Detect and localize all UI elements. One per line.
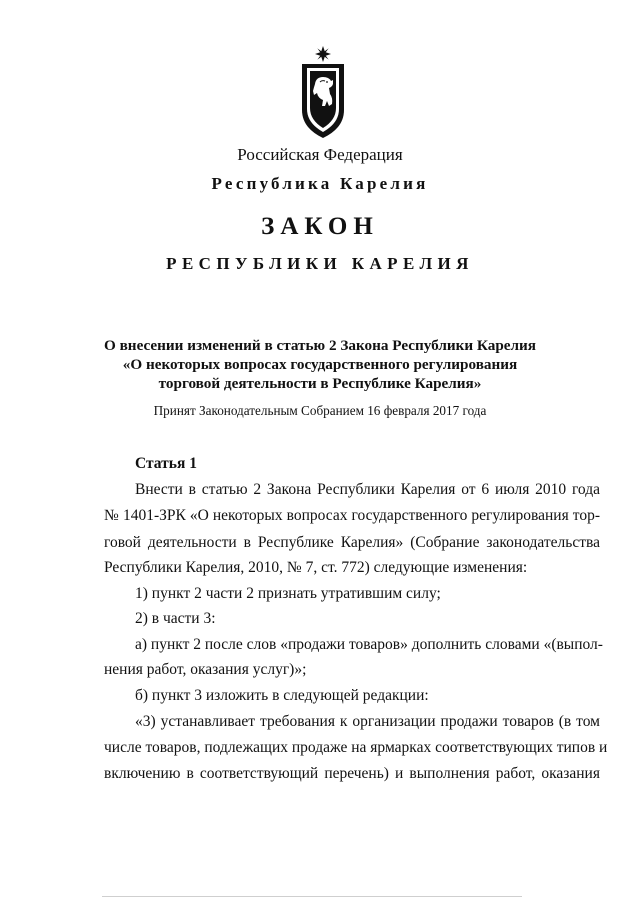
country-name: Российская Федерация	[237, 145, 403, 164]
law-title-line: торговой деятельности в Республике Карелия»	[158, 375, 482, 392]
article-text-line: говой деятельности в Республике Карелия» (Собрание законодательства	[104, 534, 600, 551]
article-heading: Статья 1	[135, 455, 197, 472]
article-text-line: включению в соответствующий перечень) и выполнения работ, оказания	[104, 765, 600, 782]
coat-of-arms-icon	[296, 46, 350, 142]
scan-edge-line	[102, 896, 522, 897]
law-title-line: О внесении изменений в статью 2 Закона Республики Карелия	[104, 337, 536, 354]
article-text-line: 2) в части 3:	[135, 610, 216, 627]
republic-name: Республика Карелия	[211, 174, 429, 193]
law-title	[0, 336, 640, 393]
law-title-line: «О некоторых вопросах государственного регулирования	[122, 356, 518, 373]
article-text-line: б) пункт 3 изложить в следующей редакции:	[135, 687, 429, 704]
article-text-line: 1) пункт 2 части 2 признать утратившим силу;	[135, 585, 441, 602]
adoption-note: Принят Законодательным Собранием 16 февраля 2017 года	[153, 403, 487, 418]
article-text-line: нения работ, оказания услуг)»;	[104, 661, 307, 678]
article-text-line: Внести в статью 2 Закона Республики Карелия от 6 июля 2010 года	[135, 481, 600, 498]
document-issuer: РЕСПУБЛИКИ КАРЕЛИЯ	[166, 254, 474, 273]
article-text-line: а) пункт 2 после слов «продажи товаров» дополнить словами «(выпол-	[135, 636, 603, 653]
article-text-line: № 1401-ЗРК «О некоторых вопросах государственного регулирования тор-	[104, 507, 600, 524]
article-text-line: числе товаров, подлежащих продаже на ярмарках соответствующих типов и	[104, 739, 608, 756]
article-text-line: Республики Карелия, 2010, № 7, ст. 772) следующие изменения:	[104, 559, 528, 576]
document-type: ЗАКОН	[261, 213, 379, 240]
article-text-line: «3) устанавливает требования к организации продажи товаров (в том	[135, 713, 600, 730]
